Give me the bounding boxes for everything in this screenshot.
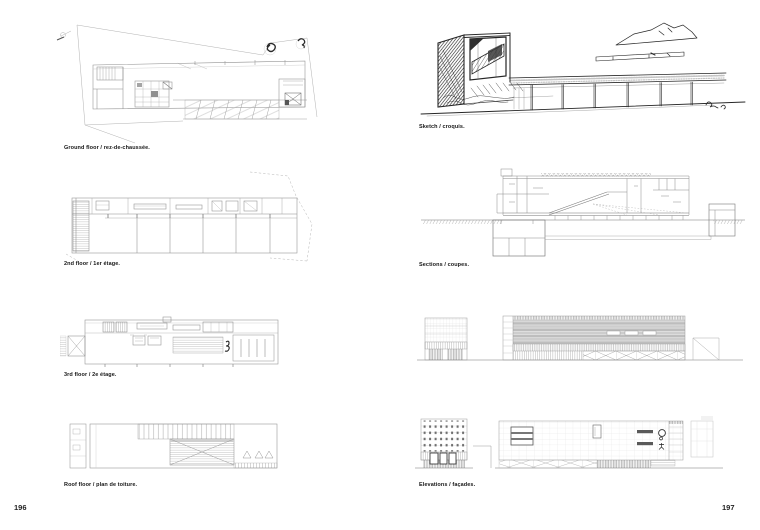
drawing-third-floor-plan xyxy=(60,306,308,376)
stair-hatch xyxy=(73,201,89,251)
drawing-second-floor-plan xyxy=(60,168,345,264)
stair-x xyxy=(68,336,85,356)
section-lines xyxy=(421,169,745,256)
building-plan xyxy=(72,198,297,253)
rooflight-triangles xyxy=(243,451,273,458)
elevation-lines xyxy=(417,316,743,360)
drawing-roof-plan xyxy=(60,416,308,480)
end-elevation xyxy=(421,419,467,468)
truss-band xyxy=(499,460,597,468)
long-elevation xyxy=(503,316,685,360)
columns xyxy=(531,82,693,110)
clock-circle xyxy=(659,430,666,437)
caption-third-floor: 3rd floor / 2e étage. xyxy=(64,372,117,378)
long-elevation xyxy=(499,421,683,468)
survey-mark xyxy=(57,37,64,40)
elevation-lines xyxy=(415,417,723,468)
end-elevation xyxy=(425,318,467,360)
detached-box xyxy=(691,417,713,457)
dark-block xyxy=(438,33,513,107)
slat-band xyxy=(597,460,651,468)
open-box xyxy=(693,338,719,360)
dark-glyph xyxy=(225,341,229,351)
drawing-sections xyxy=(413,164,753,264)
low-wall xyxy=(596,52,684,61)
truss-band xyxy=(583,351,685,360)
building-plan xyxy=(60,317,278,367)
caption-sections: Sections / coupes. xyxy=(419,262,470,268)
drawing-elevations-a xyxy=(411,306,751,376)
caption-roof: Roof floor / plan de toiture. xyxy=(64,482,138,488)
drawing-perspective-sketch xyxy=(413,6,748,124)
caption-ground-floor: Ground floor / rez-de-chaussée. xyxy=(64,145,150,151)
caption-second-floor: 2nd floor / 1er étage. xyxy=(64,261,120,267)
caption-sketch: Sketch / croquis. xyxy=(419,124,465,130)
hill-outline xyxy=(616,23,697,45)
ground-step xyxy=(473,446,491,468)
caption-elevations: Elevations / façades. xyxy=(419,482,476,488)
page-number-right: 197 xyxy=(722,503,735,512)
ramp xyxy=(549,192,609,215)
sawtooth-roof xyxy=(541,173,651,177)
drawing-site-ground-floor-plan xyxy=(55,5,347,147)
site-boundary xyxy=(66,172,312,261)
auditorium-seating xyxy=(173,337,223,353)
site-boundary xyxy=(57,25,317,143)
sketch-lines xyxy=(421,23,745,116)
building-plan xyxy=(70,424,277,468)
page-number-left: 196 xyxy=(14,503,27,512)
drawing-elevations-b xyxy=(411,411,751,487)
skylight-band xyxy=(138,424,234,439)
